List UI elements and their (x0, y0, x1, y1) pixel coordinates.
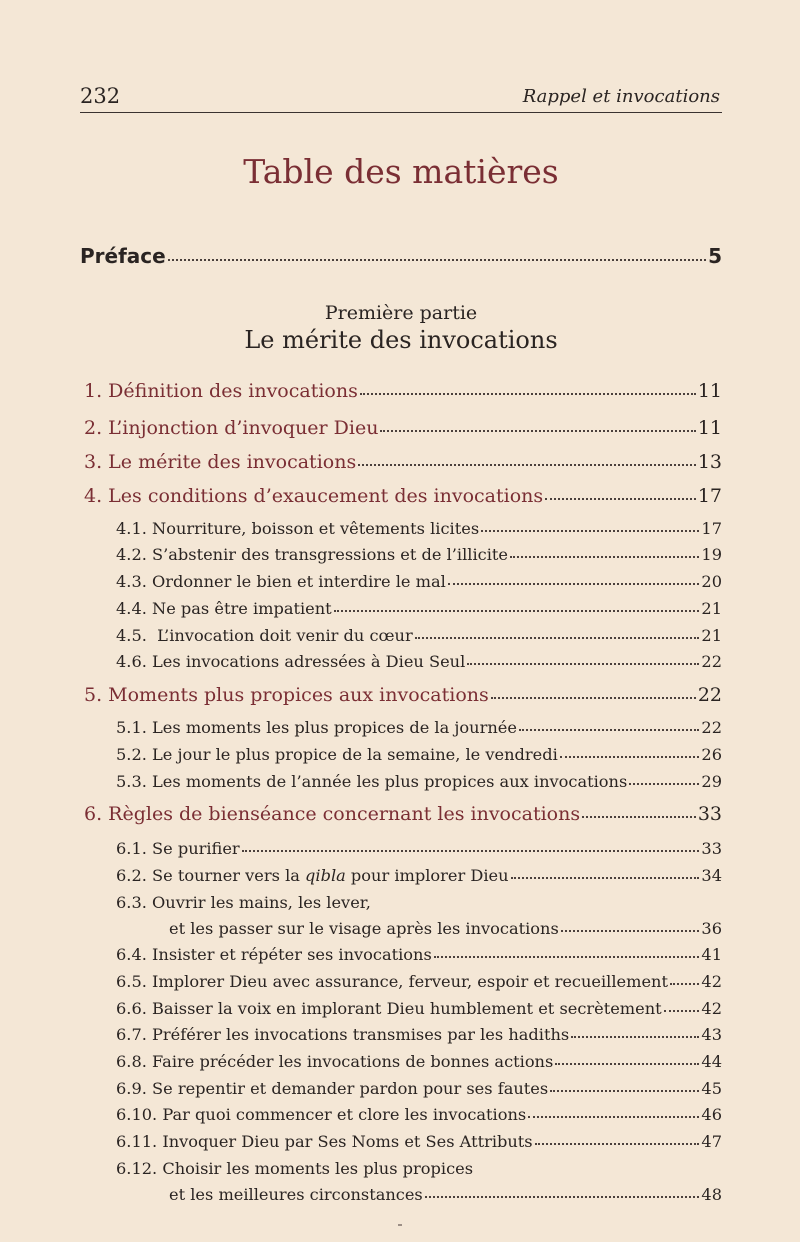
dot-leader (664, 1010, 700, 1012)
toc-label: 4. Les conditions d’exaucement des invocations (84, 485, 544, 507)
dot-leader (560, 756, 700, 758)
dot-leader (448, 583, 700, 585)
toc-page: 11 (697, 380, 722, 402)
toc-label-part: pour implorer Dieu (345, 866, 509, 885)
toc-page: 48 (701, 1185, 722, 1204)
dot-leader (481, 530, 699, 532)
dot-leader (571, 1036, 699, 1038)
toc-entry-section (84, 803, 722, 825)
toc-page: 21 (701, 599, 722, 618)
toc-label-continuation: et les passer sur le visage après les invocations (169, 919, 559, 938)
dot-leader (528, 1116, 699, 1118)
toc-entry-subsection (116, 572, 722, 591)
dot-leader (582, 816, 696, 818)
toc-label: 4.6. Les invocations adressées à Dieu Seul (116, 652, 466, 671)
toc-label: 4.4. Ne pas être impatient (116, 599, 332, 618)
toc-page: 26 (701, 745, 722, 764)
toc-page: 5 (708, 244, 722, 268)
toc-label: 6.5. Implorer Dieu avec assurance, ferveur, espoir et recueillement (116, 972, 668, 991)
toc-entry-subsection (116, 866, 722, 885)
dot-leader (168, 259, 706, 261)
part-label: Première partie (324, 302, 478, 324)
dot-leader (545, 498, 696, 500)
toc-label: 3. Le mérite des invocations (84, 451, 357, 473)
dot-leader (334, 610, 700, 612)
dot-leader (555, 1063, 699, 1065)
toc-label: 5.2. Le jour le plus propice de la semaine, le vendredi (116, 745, 558, 764)
toc-label-part: 6.2. Se tourner vers la (116, 866, 306, 885)
toc-label-continuation: et les meilleures circonstances (169, 1185, 423, 1204)
toc-entry-subsection (116, 745, 722, 764)
running-title: Rappel et invocations (522, 86, 720, 107)
dot-leader (535, 1143, 700, 1145)
dot-leader (670, 983, 699, 985)
toc-label: Préface (80, 244, 166, 268)
toc-label (116, 866, 509, 885)
toc-page: 19 (701, 545, 722, 564)
toc-page: 45 (701, 1079, 722, 1098)
running-head (80, 82, 722, 113)
toc-entry-section (84, 485, 722, 507)
toc-page: 11 (697, 417, 722, 439)
toc-entry-subsection (116, 999, 722, 1018)
toc-entry-subsection (116, 772, 722, 791)
toc-entry-subsection (116, 718, 722, 737)
toc-entry-subsection (116, 972, 722, 991)
toc-page: 33 (701, 839, 722, 858)
toc-page: 41 (701, 945, 722, 964)
toc-page: 46 (701, 1105, 722, 1124)
toc-entry-subsection (116, 945, 722, 964)
toc-label: 4.1. Nourriture, boisson et vêtements licites (116, 519, 480, 538)
dot-leader (510, 556, 699, 558)
toc-label: 6.6. Baisser la voix en implorant Dieu humblement et secrètement (116, 999, 662, 1018)
dot-leader (467, 663, 699, 665)
toc-entry-section (84, 684, 722, 706)
toc-label: 6.11. Invoquer Dieu par Ses Noms et Ses Attributs (116, 1132, 533, 1151)
dot-leader (511, 877, 700, 879)
dot-leader (519, 729, 699, 731)
toc-entry-subsection (116, 1159, 722, 1178)
toc-label: 1. Définition des invocations (84, 380, 358, 402)
toc-entry-subsection (116, 1079, 722, 1098)
toc-label: 6. Règles de bienséance concernant les invocations (84, 803, 581, 825)
toc-entry-subsection (116, 893, 722, 912)
part-title: Le mérite des invocations (244, 326, 558, 354)
dot-leader (358, 464, 696, 466)
toc-entry-subsection (116, 519, 722, 538)
toc-page: 22 (701, 718, 722, 737)
dot-leader (434, 956, 700, 958)
dot-leader (380, 430, 695, 432)
page-number: 232 (80, 84, 121, 108)
toc-label: 5.3. Les moments de l’année les plus propices aux invocations (116, 772, 628, 791)
toc-page: 13 (697, 451, 722, 473)
dot-leader (415, 637, 700, 639)
toc-entry-subsection (116, 599, 722, 618)
toc-page: 17 (701, 519, 722, 538)
toc-page: 36 (701, 919, 722, 938)
toc-entry-subsection (116, 652, 722, 671)
page-title: Table des matières (243, 152, 559, 191)
toc-label: 5. Moments plus propices aux invocations (84, 684, 489, 706)
toc-entry-subsection (116, 1132, 722, 1151)
toc-entry-section (84, 380, 722, 402)
dot-leader (629, 783, 699, 785)
toc-label: 5.1. Les moments les plus propices de la journée (116, 718, 517, 737)
toc-label: 2. L’injonction d’invoquer Dieu (84, 417, 379, 439)
toc-label-italic: qibla (305, 866, 346, 885)
toc-page: 47 (701, 1132, 722, 1151)
toc-page: 20 (701, 572, 722, 591)
toc-entry-subsection (116, 1052, 722, 1071)
toc-label: 6.10. Par quoi commencer et clore les invocations (116, 1105, 527, 1124)
toc-entry-preface (80, 244, 722, 268)
dot-leader (550, 1090, 699, 1092)
toc-label: 6.12. Choisir les moments les plus propices (116, 1159, 474, 1178)
toc-label: 4.3. Ordonner le bien et interdire le mal (116, 572, 446, 591)
dot-leader (491, 697, 696, 699)
toc-label: 4.2. S’abstenir des transgressions et de l’illicite (116, 545, 508, 564)
toc-label: 4.5. L’invocation doit venir du cœur (116, 626, 413, 645)
toc-entry-continuation (169, 1185, 722, 1204)
toc-label: 6.8. Faire précéder les invocations de bonnes actions (116, 1052, 554, 1071)
toc-label: 6.4. Insister et répéter ses invocations (116, 945, 432, 964)
toc-label: 6.7. Préférer les invocations transmises par les hadiths (116, 1025, 570, 1044)
toc-page: 43 (701, 1025, 722, 1044)
dot-leader (425, 1196, 700, 1198)
toc-entry-subsection (116, 545, 722, 564)
toc-page: 21 (701, 626, 722, 645)
toc-page: 34 (701, 866, 722, 885)
toc-label: 6.1. Se purifier (116, 839, 240, 858)
toc-page: 22 (701, 652, 722, 671)
dot-leader (360, 393, 696, 395)
toc-page: 33 (697, 803, 722, 825)
toc-entry-subsection (116, 839, 722, 858)
toc-entry-subsection (116, 1105, 722, 1124)
toc-page: 17 (697, 485, 722, 507)
toc-page: 44 (701, 1052, 722, 1071)
toc-label: 6.9. Se repentir et demander pardon pour ses fautes (116, 1079, 549, 1098)
toc-label: 6.3. Ouvrir les mains, les lever, (116, 893, 371, 912)
print-mark (398, 1224, 402, 1226)
toc-entry-section (84, 417, 722, 439)
toc-entry-section (84, 451, 722, 473)
toc-entry-subsection (116, 1025, 722, 1044)
dot-leader (561, 930, 700, 932)
toc-entry-continuation (169, 919, 722, 938)
toc-page: 42 (701, 972, 722, 991)
toc-entry-subsection (116, 626, 722, 645)
dot-leader (242, 850, 700, 852)
toc-page: 22 (697, 684, 722, 706)
toc-page: 29 (701, 772, 722, 791)
toc-page: 42 (701, 999, 722, 1018)
